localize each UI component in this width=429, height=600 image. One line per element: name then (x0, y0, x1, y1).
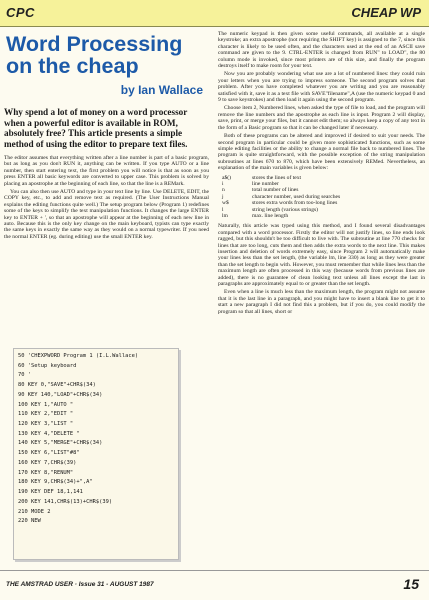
article-title: Word Processing on the cheap (6, 32, 183, 78)
header-rule (0, 26, 429, 27)
page-number: 15 (403, 576, 419, 592)
variable-desc: total number of lines (252, 187, 299, 194)
variable-name: l (222, 206, 224, 213)
variable-name: j (222, 193, 224, 200)
variable-row (222, 213, 425, 219)
left-column (4, 29, 209, 242)
variable-name: w$ (222, 200, 229, 207)
variable-name: n (222, 187, 225, 194)
page-footer (0, 575, 429, 600)
paragraph: Choose item 2, Numbered lines, when asked the type of file to load, and the program will remove the line numbers and the apostrophe as each line is input. Program 2 will display, save, print, or merge your files, but it cannot edit them; so always keep a copy of any text in the form of a Basic program so that it can be changed later if necessary. (218, 105, 425, 131)
listing-line: 80 KEY 0,"SAVE"+CHR$(34) (18, 382, 96, 389)
listing-line: 50 'CHEXPWORD Program 1 (I.L.Wallace) (18, 353, 139, 359)
variable-desc: stores the lines of text (252, 174, 302, 181)
page-header (0, 0, 429, 27)
listing-line: 110 KEY 2,"EDIT " (18, 411, 74, 418)
listing-line: 70 ' (18, 372, 31, 379)
left-body (4, 155, 209, 240)
listing-line: 180 KEY 9,CHR$(34)+",A" (18, 479, 93, 486)
variable-name: a$() (222, 174, 232, 181)
listing-line: 90 KEY 140,"LOAD"+CHR$(34) (18, 391, 103, 398)
paragraph: Even when a line is much less than the maximum length, the program might not assume that it is the last line in a paragraph, and you might have to insert a blank line to get it to start a new paragraph I did not find this a problem, but if you do, you could modify the program so that all lines, short or (218, 289, 425, 315)
right-column (218, 31, 425, 317)
paragraph: Naturally, this article was typed using this method, and I found several disadvantages compared with a word processor. Firstly the editor will not justify lines, so line ends look ragged, but this shouldn't be too difficult to live with. The subroutine at line 770 checks for lines that are too long, cuts them and then adds the extra words to the next line. This makes insertion and deletion of words extremely easy, since Program 2 will automatically make your lines less than the set length, (the variable lm, line 330) as long as they were greater than the set length to begin with. However, you must remember that while lines less than the maximum length are often processed in this way (because words from previous lines are added), there is no guarantee of clean looking text unless all lines except the last in paragraphs are approximately equal to or greater than the set length. (218, 223, 426, 288)
listing-line: 200 KEY 141,CHR$(13)+CHR$(39) (18, 498, 113, 505)
listing-line: 150 KEY 6,"LIST"#8" (18, 450, 80, 457)
paragraph: The editor assumes that everything written after a line number is part of a basic program, but as long as you don't RUN it, anything can be written. If you type AUTO or a line number, then start entering text, the first problem you will notice is that as soon as you press ENTER all basic keywords are converted to upper case. This problem is solved by placing an apostrophe at the beginning of each line, so that the line is a REMark. (4, 155, 209, 187)
paragraph: You can also then use AUTO and type in your text line by line. Use DELETE, EDIT, the COPY key, etc., to add and remove text as required. (The User Instructions Manual explains the editing functions quite well.) The setup program below (Program 1) redefines some of the keys to simplify the text manipulation functions. It changes the large ENTER key to ENTER + ', so that an apostrophe will appear at the beginning of each new line in auto. Because this is the only key change on the main keyboard, typists can type exactly the same keys in exactly the same way as they would on a normal typewriter. If you need the normal ENTER (eg. during editing) use the small ENTER key. (4, 189, 209, 240)
listing-line: 210 MODE 2 (18, 508, 51, 515)
variable-name: i (222, 180, 224, 187)
variable-list (222, 175, 425, 220)
variable-desc: string length (various strings) (252, 206, 319, 213)
paragraph: Both of these programs can be altered and improved if desired to suit your needs. The second program in particular could be given more sophisticated functions, such as some simple editing facilities or the ability to change a normal file back to numbered lines. The program is quite straightforward, with the possible exception of the string manipulation subroutines at lines 670 to 870, which have been extensively REMed. Nevertheless, an explanation of the main variables is given below: (218, 133, 425, 172)
magazine-issue: THE AMSTRAD USER · Issue 31 - AUGUST 1987 (6, 581, 154, 588)
footer-rule (0, 570, 429, 571)
variable-name: lm (222, 212, 228, 219)
listing-line: 220 NEW (18, 518, 41, 525)
listing-line: 170 KEY 8,"RENUM" (18, 469, 74, 476)
variable-desc: line number (252, 180, 279, 187)
listing-line: 120 KEY 3,"LIST " (18, 421, 74, 428)
listing-line: 140 KEY 5,"MERGE"+CHR$(34) (18, 440, 103, 447)
category-label: CHEAP WP (351, 5, 421, 20)
listing-line: 100 KEY 1,"AUTO " (18, 401, 74, 408)
variable-desc: stores extra words from too-long lines (252, 200, 338, 207)
byline: by Ian Wallace (120, 83, 203, 97)
listing-line: 60 'Setup keyboard (18, 362, 77, 369)
paragraph: The numeric keypad is then given some useful commands, all available at a single keystroke; an extra apostrophe (not requiring the SHIFT key) is assigned to the 7, since this character is likely to be used often, and the characters used at the end of an ASCII save command are given to the 9. CTRL-ENTER is changed from RUN" to LOAD", the 80 column mode is invoked, since most printers are of this size, and finally the program destroys itself to make room for your text. (218, 31, 425, 70)
listing-line: 190 KEY DEF 18,1,141 (18, 489, 83, 496)
variable-desc: max. line length (252, 212, 289, 219)
variable-desc: character number, used during searches (252, 193, 341, 200)
listing-line: 130 KEY 4,"DELETE " (18, 430, 80, 437)
program-listing (13, 348, 179, 560)
section-label: CPC (6, 5, 35, 20)
paragraph: Now you are probably wondering what use are a lot of numbered lines: they could ruin your letters when you are trying to impress someone. The second program solves that problem. After you have completed whatever you are writing and you are reasonably satisfied with it, save it as a text file with SAVE"filename",A (use the numeric keypad 0 and 9 to save keystrokes) and then load it again using the second program. (218, 71, 425, 104)
listing-line: 160 KEY 7,CHR$(39) (18, 459, 77, 466)
standfirst: Why spend a lot of money on a word processor when a powerful editor is available in ROM, absolutely free? This article presents a simple method of using the editor to prepare text files. (4, 107, 188, 149)
